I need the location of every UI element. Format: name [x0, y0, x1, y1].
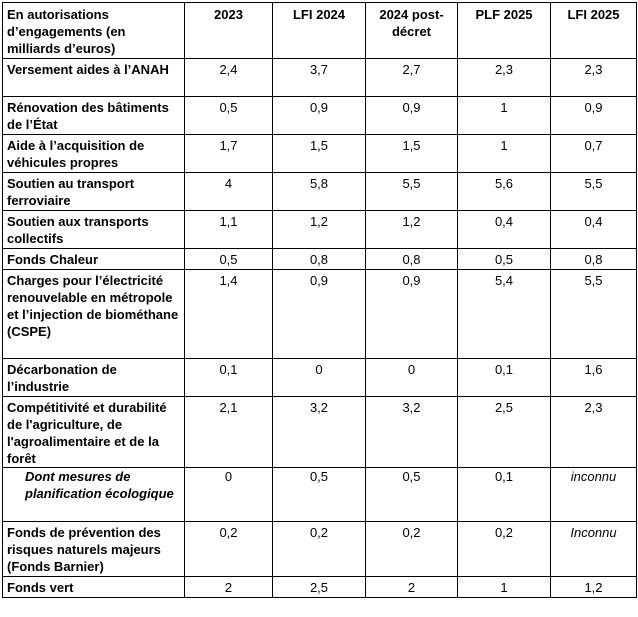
- table-row: [3, 135, 637, 173]
- cell-value: 0,9: [366, 270, 458, 359]
- table-row: [3, 59, 637, 97]
- table-row: [3, 173, 637, 211]
- table-row: [3, 249, 637, 270]
- sub-cell-value: 0,5: [273, 468, 366, 522]
- column-header-2024-post-decret: 2024 post- décret: [366, 3, 458, 59]
- cell-value: 0,2: [185, 522, 273, 577]
- cell-value: 2,3: [551, 59, 637, 97]
- cell-value: 0,4: [551, 211, 637, 249]
- row-label: Rénovation des bâtiments de l’État: [3, 97, 185, 135]
- cell-value: Inconnu: [551, 522, 637, 577]
- cell-value: 4: [185, 173, 273, 211]
- table-row: [3, 359, 637, 397]
- cell-value: 2: [366, 577, 458, 598]
- cell-value: 0: [273, 359, 366, 397]
- cell-value: 2,4: [185, 59, 273, 97]
- column-header-2023: 2023: [185, 3, 273, 59]
- cell-value: 0,8: [273, 249, 366, 270]
- cell-value: 1,5: [366, 135, 458, 173]
- table-subrow: [3, 468, 637, 522]
- cell-value: 0,9: [273, 270, 366, 359]
- cell-value: 1,4: [185, 270, 273, 359]
- row-label: Compétitivité et durabilité de l'agriculture, de l'agroalimentaire et de la forêt: [3, 397, 185, 468]
- row-label: Soutien aux transports collectifs: [3, 211, 185, 249]
- cell-value: 0,5: [185, 249, 273, 270]
- cell-value: 1: [458, 97, 551, 135]
- row-label: Décarbonation de l’industrie: [3, 359, 185, 397]
- cell-value: 0,9: [273, 97, 366, 135]
- cell-value: 5,5: [551, 270, 637, 359]
- cell-value: 1,5: [273, 135, 366, 173]
- header-row: [3, 3, 637, 59]
- cell-value: 1,2: [366, 211, 458, 249]
- cell-value: 3,2: [366, 397, 458, 468]
- table-row: [3, 397, 637, 468]
- table-row: [3, 97, 637, 135]
- budget-table: [2, 2, 637, 598]
- cell-value: 0,8: [551, 249, 637, 270]
- cell-value: 3,7: [273, 59, 366, 97]
- cell-value: 1,6: [551, 359, 637, 397]
- cell-value: 1,7: [185, 135, 273, 173]
- cell-value: 1: [458, 135, 551, 173]
- sub-cell-value: 0,1: [458, 468, 551, 522]
- cell-value: 0,2: [273, 522, 366, 577]
- cell-value: 0,7: [551, 135, 637, 173]
- row-label: Versement aides à l’ANAH: [3, 59, 185, 97]
- cell-value: 5,5: [551, 173, 637, 211]
- sub-cell-value: inconnu: [551, 468, 637, 522]
- sub-row-label: Dont mesures de planification écologique: [3, 468, 185, 522]
- table-row: [3, 270, 637, 359]
- cell-value: 2,1: [185, 397, 273, 468]
- cell-value: 2,3: [551, 397, 637, 468]
- cell-value: 2: [185, 577, 273, 598]
- table-row: [3, 211, 637, 249]
- cell-value: 5,6: [458, 173, 551, 211]
- cell-value: 0,5: [458, 249, 551, 270]
- row-label: Charges pour l’électricité renouvelable en métropole et l’injection de biométhane (CSPE): [3, 270, 185, 359]
- cell-value: 3,2: [273, 397, 366, 468]
- cell-value: 5,5: [366, 173, 458, 211]
- header-label-line: (en milliards d’euros): [7, 24, 126, 56]
- cell-value: 1: [458, 577, 551, 598]
- cell-value: 0,2: [458, 522, 551, 577]
- cell-value: 0,9: [366, 97, 458, 135]
- column-header-plf-2025: PLF 2025: [458, 3, 551, 59]
- sub-cell-value: 0,5: [366, 468, 458, 522]
- row-label: Soutien au transport ferroviaire: [3, 173, 185, 211]
- sub-cell-value: 0: [185, 468, 273, 522]
- row-label: Aide à l’acquisition de véhicules propres: [3, 135, 185, 173]
- cell-value: 0,2: [366, 522, 458, 577]
- cell-value: 0,8: [366, 249, 458, 270]
- cell-value: 0,1: [458, 359, 551, 397]
- row-label: Fonds de prévention des risques naturels majeurs (Fonds Barnier): [3, 522, 185, 577]
- cell-value: 2,5: [273, 577, 366, 598]
- cell-value: 2,3: [458, 59, 551, 97]
- cell-value: 0: [366, 359, 458, 397]
- header-label-line: En autorisations: [7, 7, 109, 22]
- table-row: [3, 577, 637, 598]
- column-header-lfi-2025: LFI 2025: [551, 3, 637, 59]
- cell-value: 0,9: [551, 97, 637, 135]
- cell-value: 0,5: [185, 97, 273, 135]
- column-header-lfi-2024: LFI 2024: [273, 3, 366, 59]
- cell-value: 5,4: [458, 270, 551, 359]
- cell-value: 2,5: [458, 397, 551, 468]
- row-label: Fonds vert: [3, 577, 185, 598]
- table-row: [3, 522, 637, 577]
- cell-value: 2,7: [366, 59, 458, 97]
- cell-value: 1,2: [551, 577, 637, 598]
- header-label-line: d’engagements: [7, 24, 103, 39]
- cell-value: 1,2: [273, 211, 366, 249]
- cell-value: 1,1: [185, 211, 273, 249]
- cell-value: 5,8: [273, 173, 366, 211]
- cell-value: 0,1: [185, 359, 273, 397]
- cell-value: 0,4: [458, 211, 551, 249]
- header-label-cell: [3, 3, 185, 59]
- row-label: Fonds Chaleur: [3, 249, 185, 270]
